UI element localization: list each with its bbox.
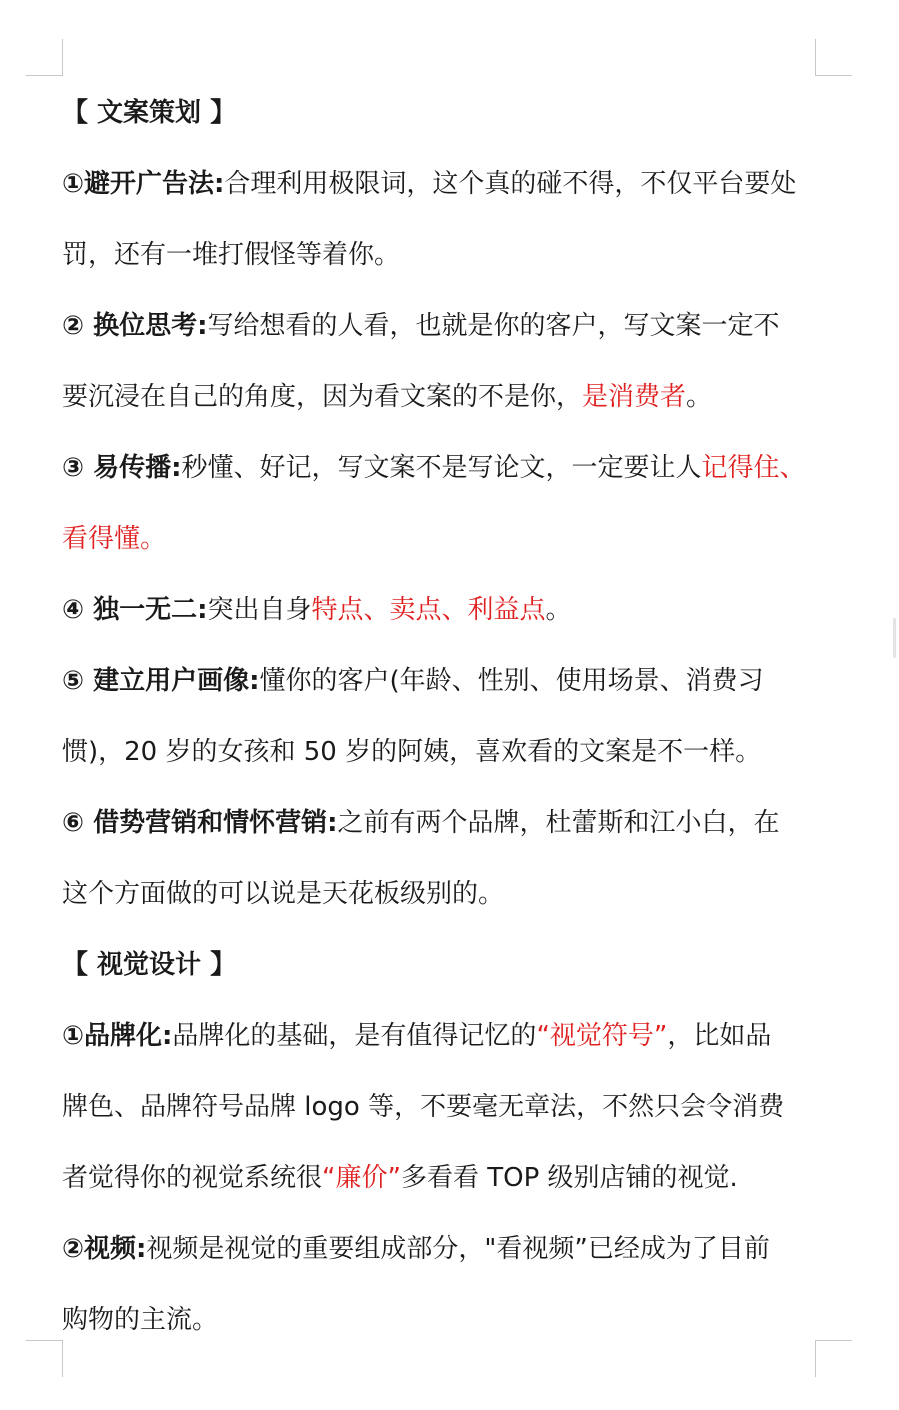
copy-item-4-highlight: 特点、卖点、利益点: [311, 595, 546, 625]
visual-item-1-text-tail: ，比如品: [667, 1021, 772, 1051]
visual-item-1-text-3: 者觉得你的视觉系统很: [62, 1163, 323, 1193]
copy-item-2-line-2: [62, 362, 842, 433]
copy-item-3-text: 秒懂、好记，写文案不是写论文，一定要让人: [181, 453, 702, 483]
copy-item-3-highlight-2: 看得懂: [62, 524, 141, 554]
section-heading-copywriting: 【 文案策划 】: [62, 98, 237, 128]
visual-item-1-lead: ①品牌化:: [62, 1021, 173, 1051]
copy-item-1-text: 合理利用极限词，这个真的碰不得，不仅平台要处: [224, 169, 797, 199]
copy-item-5-text: 懂你的客户(年龄、性别、使用场景、消费习: [259, 666, 764, 696]
scroll-edge-marker: [893, 618, 896, 658]
visual-item-2-line-2: 购物的主流。: [62, 1305, 219, 1335]
copy-item-5-line-2: 惯)，20 岁的女孩和 50 岁的阿姨，喜欢看的文案是不一样。: [62, 737, 762, 767]
page-corner-top-right: [815, 39, 852, 76]
copy-item-2-line-1: [62, 291, 842, 362]
copy-item-2-lead: ② 换位思考:: [62, 311, 208, 341]
copy-item-3-lead: ③ 易传播:: [62, 453, 182, 483]
copy-item-1-lead: ①避开广告法:: [62, 169, 225, 199]
copy-item-2-text-2: 要沉浸在自己的角度，因为看文案的不是你，: [62, 382, 583, 412]
page-corner-top-left: [26, 39, 63, 76]
copy-item-6-text: 之前有两个品牌，杜蕾斯和江小白，在: [337, 808, 780, 838]
copy-item-3-line-2: [62, 504, 842, 575]
copy-item-6-line-1: [62, 788, 842, 859]
copy-item-3-tail: 。: [140, 524, 167, 554]
visual-item-1-line-3: [62, 1143, 842, 1214]
copy-item-4-lead: ④ 独一无二:: [62, 595, 208, 625]
copy-item-2-text: 写给想看的人看，也就是你的客户，写文案一定不: [207, 311, 780, 341]
visual-item-1-line-2: 牌色、品牌符号品牌 logo 等，不要毫无章法，不然只会令消费: [62, 1092, 785, 1122]
copy-item-1-line-1: [62, 149, 842, 220]
visual-item-1-text: 品牌化的基础，是有值得记忆的: [172, 1021, 537, 1051]
section-heading-visual: 【 视觉设计 】: [62, 950, 237, 980]
copy-item-2-highlight: 是消费者: [582, 382, 687, 412]
copy-item-5-lead: ⑤ 建立用户画像:: [62, 666, 260, 696]
copy-item-6-line-2: 这个方面做的可以说是天花板级别的。: [62, 879, 505, 909]
visual-item-1-highlight-2: “廉价”: [322, 1163, 401, 1193]
page-corner-bottom-left: [26, 1340, 63, 1377]
copy-item-3-line-1: [62, 433, 842, 504]
copy-item-5-line-1: [62, 646, 842, 717]
visual-item-1-line-1: [62, 1001, 842, 1072]
copy-item-4-text: 突出自身: [207, 595, 312, 625]
document-body: [62, 78, 842, 1356]
copy-item-3-highlight-1: 记得住、: [701, 453, 806, 483]
visual-item-2-line-1: [62, 1214, 842, 1285]
copy-item-6-lead: ⑥ 借势营销和情怀营销:: [62, 808, 338, 838]
visual-item-1-text-3-tail: 多看看 TOP 级别店铺的视觉.: [400, 1163, 738, 1193]
visual-item-1-highlight-1: “视觉符号”: [536, 1021, 668, 1051]
visual-item-2-lead: ②视频:: [62, 1234, 147, 1264]
copy-item-4-line-1: [62, 575, 842, 646]
visual-item-2-text: 视频是视觉的重要组成部分，"看视频”已经成为了目前: [146, 1234, 770, 1264]
copy-item-2-tail: 。: [686, 382, 713, 412]
copy-item-4-tail: 。: [545, 595, 572, 625]
copy-item-1-line-2: 罚，还有一堆打假怪等着你。: [62, 240, 401, 270]
